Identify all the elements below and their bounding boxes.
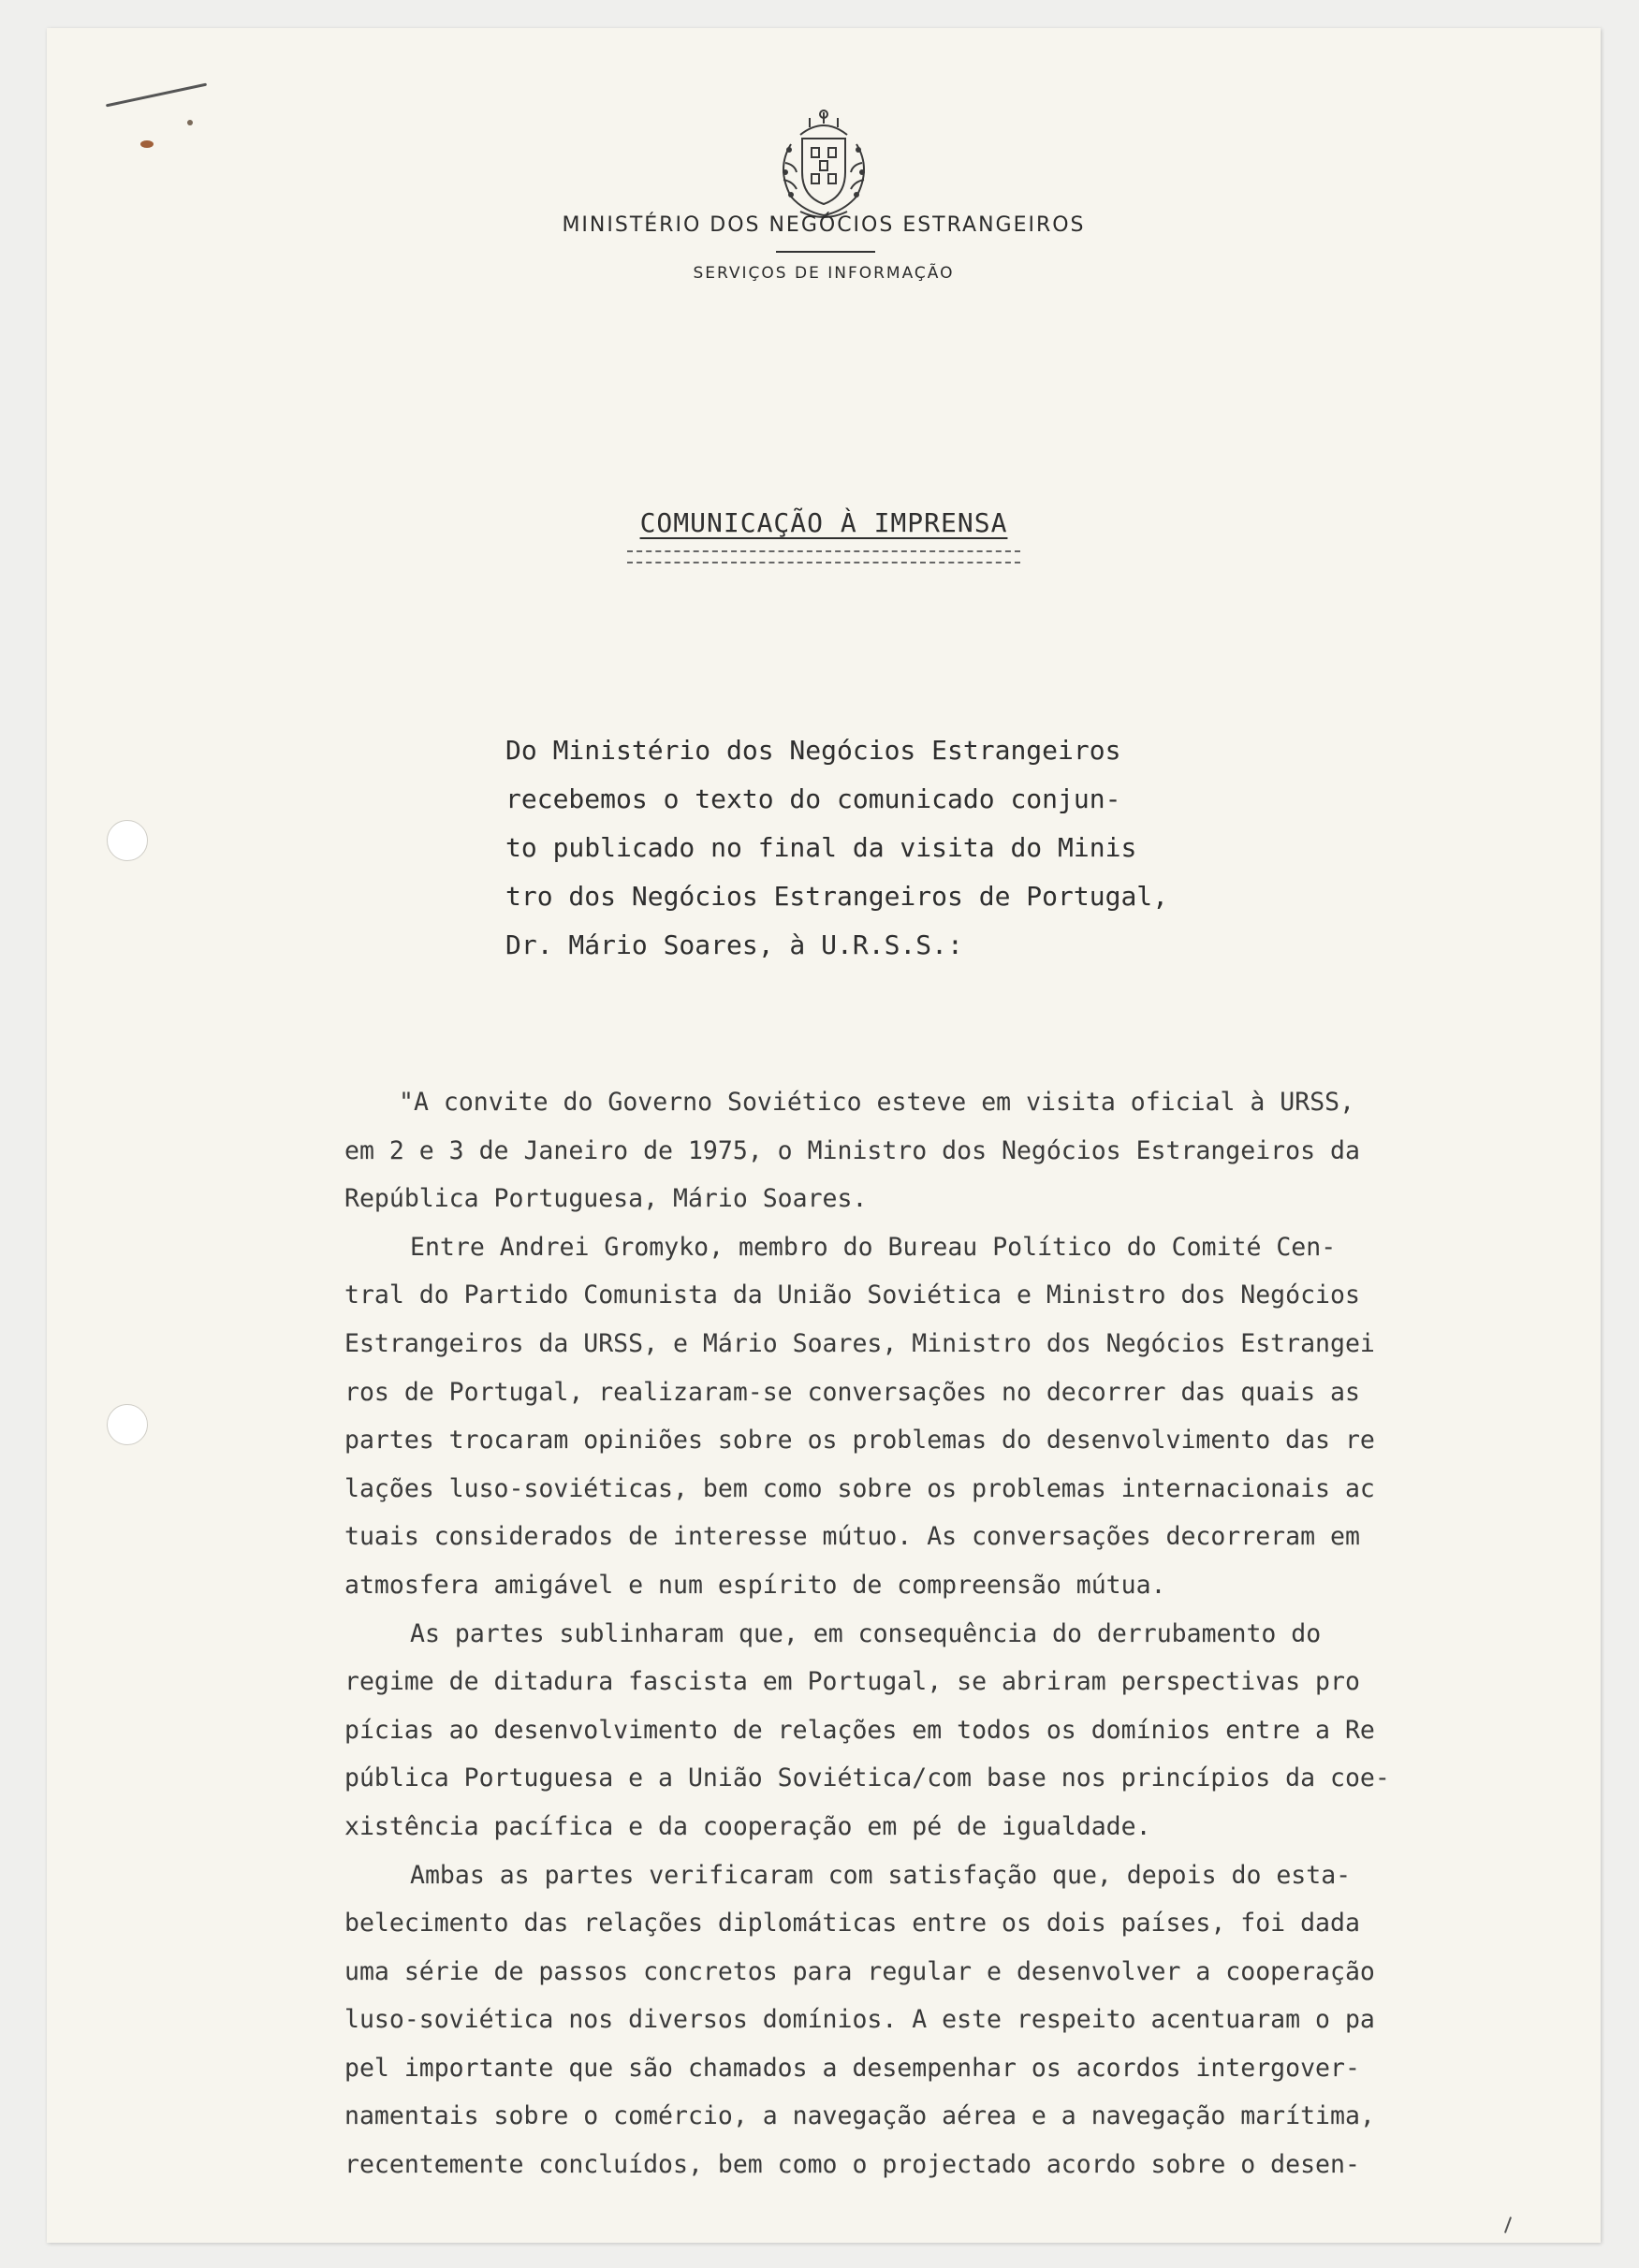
body-line: belecimento das relações diplomáticas entre os dois países, foi dada (344, 1909, 1360, 1939)
paper-mark (106, 83, 207, 108)
body-line: luso-soviética nos diversos domínios. A este respeito acentuaram o pa (344, 2005, 1375, 2035)
body-line: xistência pacífica e da cooperação em pé de igualdade. (344, 1811, 1151, 1841)
body-line: tral do Partido Comunista da União Soviética e Ministro dos Negócios (344, 1280, 1360, 1310)
body-line: recentemente concluídos, bem como o projectado acordo sobre o desen- (344, 2150, 1360, 2180)
body-line: Estrangeiros da URSS, e Mário Soares, Ministro dos Negócios Estrangei (344, 1328, 1375, 1358)
body-line: partes trocaram opiniões sobre os problemas do desenvolvimento das re (344, 1426, 1375, 1456)
header-divider (776, 251, 875, 253)
ministry-heading: MINISTÉRIO DOS NEGÓCIOS ESTRANGEIROS (562, 213, 1086, 237)
body-line: tuais considerados de interesse mútuo. As conversações decorreram em (344, 1522, 1360, 1552)
punch-hole-upper (107, 820, 148, 861)
communique-body (344, 1078, 1580, 2189)
paper-mark (140, 140, 154, 148)
body-line: pel importante que são chamados a desempenhar os acordos intergover- (344, 2053, 1360, 2083)
paper-mark (187, 120, 193, 125)
body-line: pública Portuguesa e a União Soviética/com base nos princípios da coe- (344, 1763, 1390, 1793)
body-line: pícias ao desenvolvimento de relações em todos os domínios entre a Re (344, 1715, 1375, 1745)
title-double-rule (627, 550, 1020, 563)
body-line: regime de ditadura fascista em Portugal, se abriram perspectivas pro (344, 1667, 1360, 1697)
document-title (47, 507, 1601, 538)
body-line: lações luso-soviéticas, bem como sobre os problemas internacionais ac (344, 1473, 1375, 1503)
intro-line: to publicado no final da visita do Minis (505, 832, 1137, 863)
body-line: atmosfera amigável e num espírito de compreensão mútua. (344, 1570, 1166, 1600)
body-line: Ambas as partes verificaram com satisfação que, depois do esta- (410, 1860, 1352, 1890)
body-line: Entre Andrei Gromyko, membro do Bureau Político do Comité Cen- (410, 1232, 1337, 1262)
services-subheading: SERVIÇOS DE INFORMAÇÃO (693, 264, 955, 283)
intro-line: tro dos Negócios Estrangeiros de Portugal, (505, 881, 1169, 912)
body-line: As partes sublinharam que, em consequência do derrubamento do (410, 1618, 1322, 1648)
body-line: namentais sobre o comércio, a navegação aérea e a navegação marítima, (344, 2101, 1375, 2131)
body-line: em 2 e 3 de Janeiro de 1975, o Ministro dos Negócios Estrangeiros da (344, 1135, 1360, 1165)
title-text: COMUNICAÇÃO À IMPRENSA (639, 507, 1008, 538)
document-page (47, 28, 1601, 2243)
body-line: República Portuguesa, Mário Soares. (344, 1184, 868, 1214)
intro-line: Do Ministério dos Negócios Estrangeiros (505, 735, 1121, 766)
body-line: "A convite do Governo Soviético esteve em visita oficial à URSS, (399, 1088, 1355, 1117)
intro-paragraph (505, 726, 1301, 970)
page-continuation-mark (1504, 2217, 1512, 2233)
intro-line: Dr. Mário Soares, à U.R.S.S.: (505, 929, 963, 960)
intro-line: recebemos o texto do comunicado conjun- (505, 783, 1121, 814)
body-line: uma série de passos concretos para regular e desenvolver a cooperação (344, 1956, 1375, 1986)
punch-hole-lower (107, 1404, 148, 1445)
crest-emblem-icon (763, 107, 885, 228)
body-line: ros de Portugal, realizaram-se conversações no decorrer das quais as (344, 1377, 1360, 1407)
